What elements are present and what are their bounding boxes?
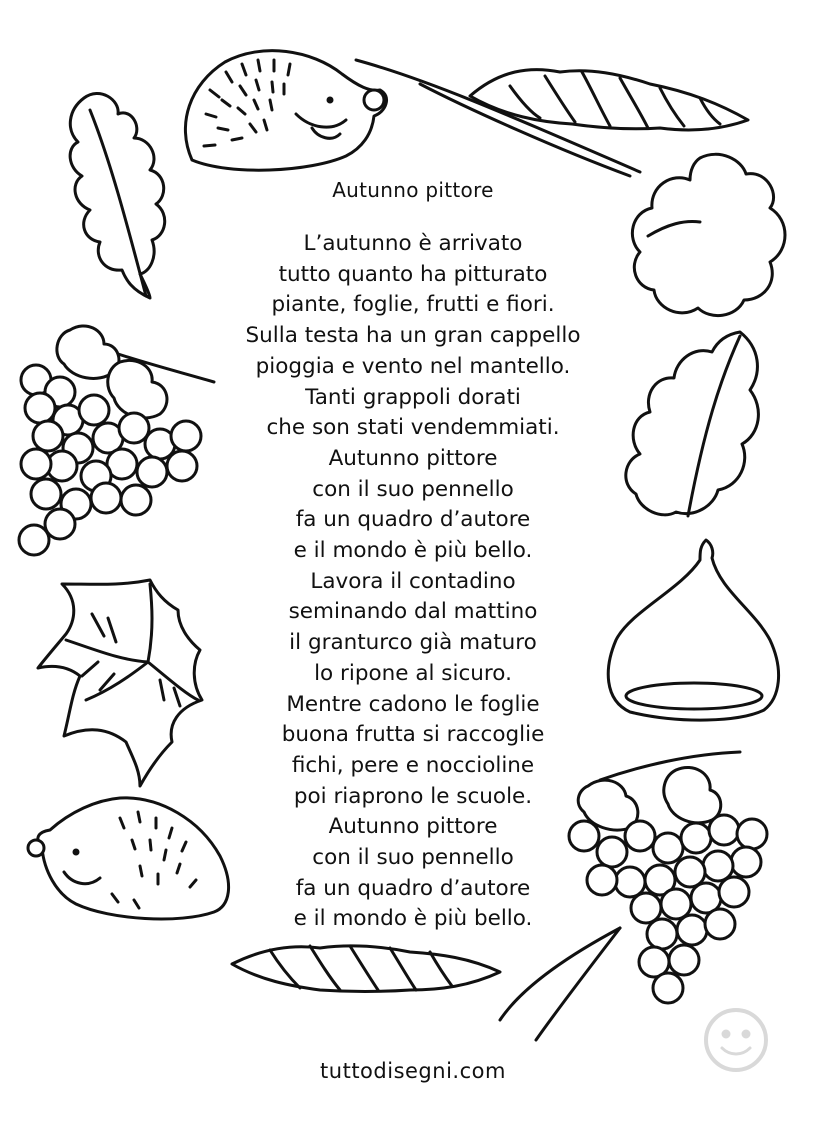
poem-line: Sulla testa ha un gran cappello bbox=[245, 323, 581, 349]
poem-title: Autunno pittore bbox=[332, 178, 494, 202]
poem-line: L’autunno è arrivato bbox=[303, 231, 523, 256]
poem-line: Tanti grappoli dorati bbox=[305, 384, 521, 410]
wheat-bottom-icon bbox=[232, 928, 620, 1040]
site-footer: tuttodisegni.com bbox=[320, 1059, 506, 1083]
poem-line: lo ripone al sicuro. bbox=[314, 660, 512, 686]
poem-line: fa un quadro d’autore bbox=[295, 507, 531, 533]
poem-body bbox=[0, 229, 826, 935]
poem-line: che son stati vendemmiati. bbox=[266, 415, 560, 441]
poem-line: e il mondo è più bello. bbox=[293, 906, 533, 932]
poem-line: il granturco già maturo bbox=[289, 630, 537, 656]
poem-line: piante, foglie, frutti e fiori. bbox=[271, 292, 555, 318]
poem-line: buona frutta si raccoglie bbox=[281, 722, 545, 748]
poem-line: con il suo pennello bbox=[312, 476, 514, 502]
poem-line: Lavora il contadino bbox=[310, 568, 516, 594]
poem-line: tutto quanto ha pitturato bbox=[278, 261, 548, 287]
poem-line: pioggia e vento nel mantello. bbox=[255, 353, 571, 379]
poem-line: Autunno pittore bbox=[328, 445, 498, 471]
poem-line: e il mondo è più bello. bbox=[293, 538, 533, 564]
poem-line: con il suo pennello bbox=[312, 845, 514, 871]
poem-line: Autunno pittore bbox=[328, 814, 498, 840]
poem-line: poi riaprono le scuole. bbox=[293, 783, 533, 809]
poem-line: fichi, pere e noccioline bbox=[291, 752, 535, 778]
poem-line: fa un quadro d’autore bbox=[295, 875, 531, 901]
wheat-top-icon bbox=[356, 60, 748, 176]
hedgehog-top-icon bbox=[185, 51, 386, 171]
poem-line: Mentre cadono le foglie bbox=[286, 691, 540, 717]
poem-line: seminando dal mattino bbox=[288, 599, 538, 625]
